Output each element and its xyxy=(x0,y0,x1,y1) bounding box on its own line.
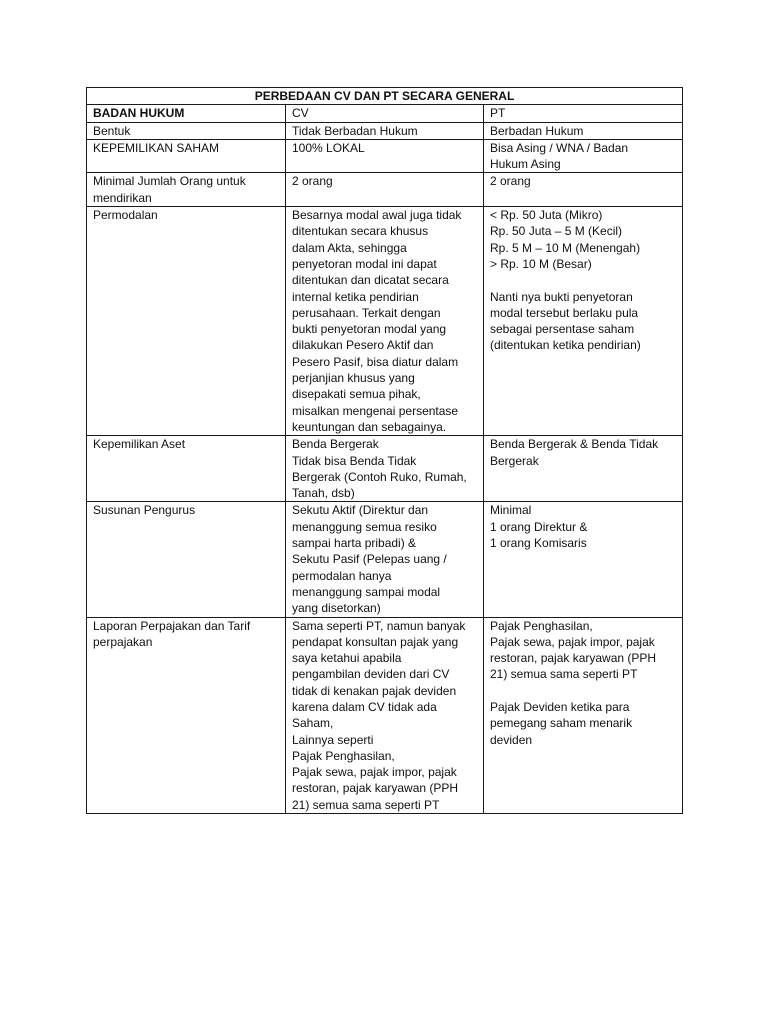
cv-cell: 2 orang xyxy=(286,173,484,207)
table-row xyxy=(87,173,683,207)
cv-cell: Sama seperti PT, namun banyak pendapat konsultan pajak yang saya ketahui apabila pengambilan deviden dari CV tidak di kenakan pajak deviden karena dalam CV tidak ada Saham, Lainnya seperti Pajak Penghasilan, Pajak sewa, pajak impor, pajak restoran, pajak karyawan (PPH 21) semua sama seperti PT xyxy=(286,617,484,814)
table-row xyxy=(87,617,683,814)
table-row xyxy=(87,122,683,139)
table-header-row xyxy=(87,105,683,122)
pt-cell: Benda Bergerak & Benda Tidak Bergerak xyxy=(484,436,683,502)
header-badan-hukum: BADAN HUKUM xyxy=(87,105,286,122)
pt-cell: < Rp. 50 Juta (Mikro) Rp. 50 Juta – 5 M (Kecil) Rp. 5 M – 10 M (Menengah) > Rp. 10 M (Besar) Nanti nya bukti penyetoran modal tersebut berlaku pula sebagai persentase saham (ditentukan ketika pendirian) xyxy=(484,207,683,436)
cv-cell: Tidak Berbadan Hukum xyxy=(286,122,484,139)
pt-cell: Bisa Asing / WNA / Badan Hukum Asing xyxy=(484,139,683,173)
header-cv: CV xyxy=(286,105,484,122)
row-label: KEPEMILIKAN SAHAM xyxy=(87,139,286,173)
pt-cell: 2 orang xyxy=(484,173,683,207)
row-label: Kepemilikan Aset xyxy=(87,436,286,502)
table-row xyxy=(87,207,683,436)
table-row xyxy=(87,436,683,502)
row-label: Permodalan xyxy=(87,207,286,436)
row-label: Bentuk xyxy=(87,122,286,139)
pt-cell: Minimal 1 orang Direktur & 1 orang Komisaris xyxy=(484,502,683,617)
table-row xyxy=(87,502,683,617)
document-page xyxy=(86,87,682,814)
cv-cell: Sekutu Aktif (Direktur dan menanggung semua resiko sampai harta pribadi) & Sekutu Pasif (Pelepas uang / permodalan hanya menanggung sampai modal yang disetorkan) xyxy=(286,502,484,617)
cv-cell: Besarnya modal awal juga tidak ditentukan secara khusus dalam Akta, sehingga penyetoran modal ini dapat ditentukan dan dicatat secara internal ketika pendirian perusahaan. Terkait dengan bukti penyetoran modal yang dilakukan Pesero Aktif dan Pesero Pasif, bisa diatur dalam perjanjian khusus yang disepakati semua pihak, misalkan mengenai persentase keuntungan dan sebagainya. xyxy=(286,207,484,436)
table-row xyxy=(87,139,683,173)
row-label: Minimal Jumlah Orang untuk mendirikan xyxy=(87,173,286,207)
row-label: Laporan Perpajakan dan Tarif perpajakan xyxy=(87,617,286,814)
table-title: PERBEDAAN CV DAN PT SECARA GENERAL xyxy=(87,88,683,105)
pt-cell: Berbadan Hukum xyxy=(484,122,683,139)
header-pt: PT xyxy=(484,105,683,122)
cv-cell: Benda Bergerak Tidak bisa Benda Tidak Bergerak (Contoh Ruko, Rumah, Tanah, dsb) xyxy=(286,436,484,502)
pt-cell: Pajak Penghasilan, Pajak sewa, pajak impor, pajak restoran, pajak karyawan (PPH 21) semua sama seperti PT Pajak Deviden ketika para pemegang saham menarik deviden xyxy=(484,617,683,814)
table-title-row xyxy=(87,88,683,105)
comparison-table xyxy=(86,87,683,814)
row-label: Susunan Pengurus xyxy=(87,502,286,617)
cv-cell: 100% LOKAL xyxy=(286,139,484,173)
